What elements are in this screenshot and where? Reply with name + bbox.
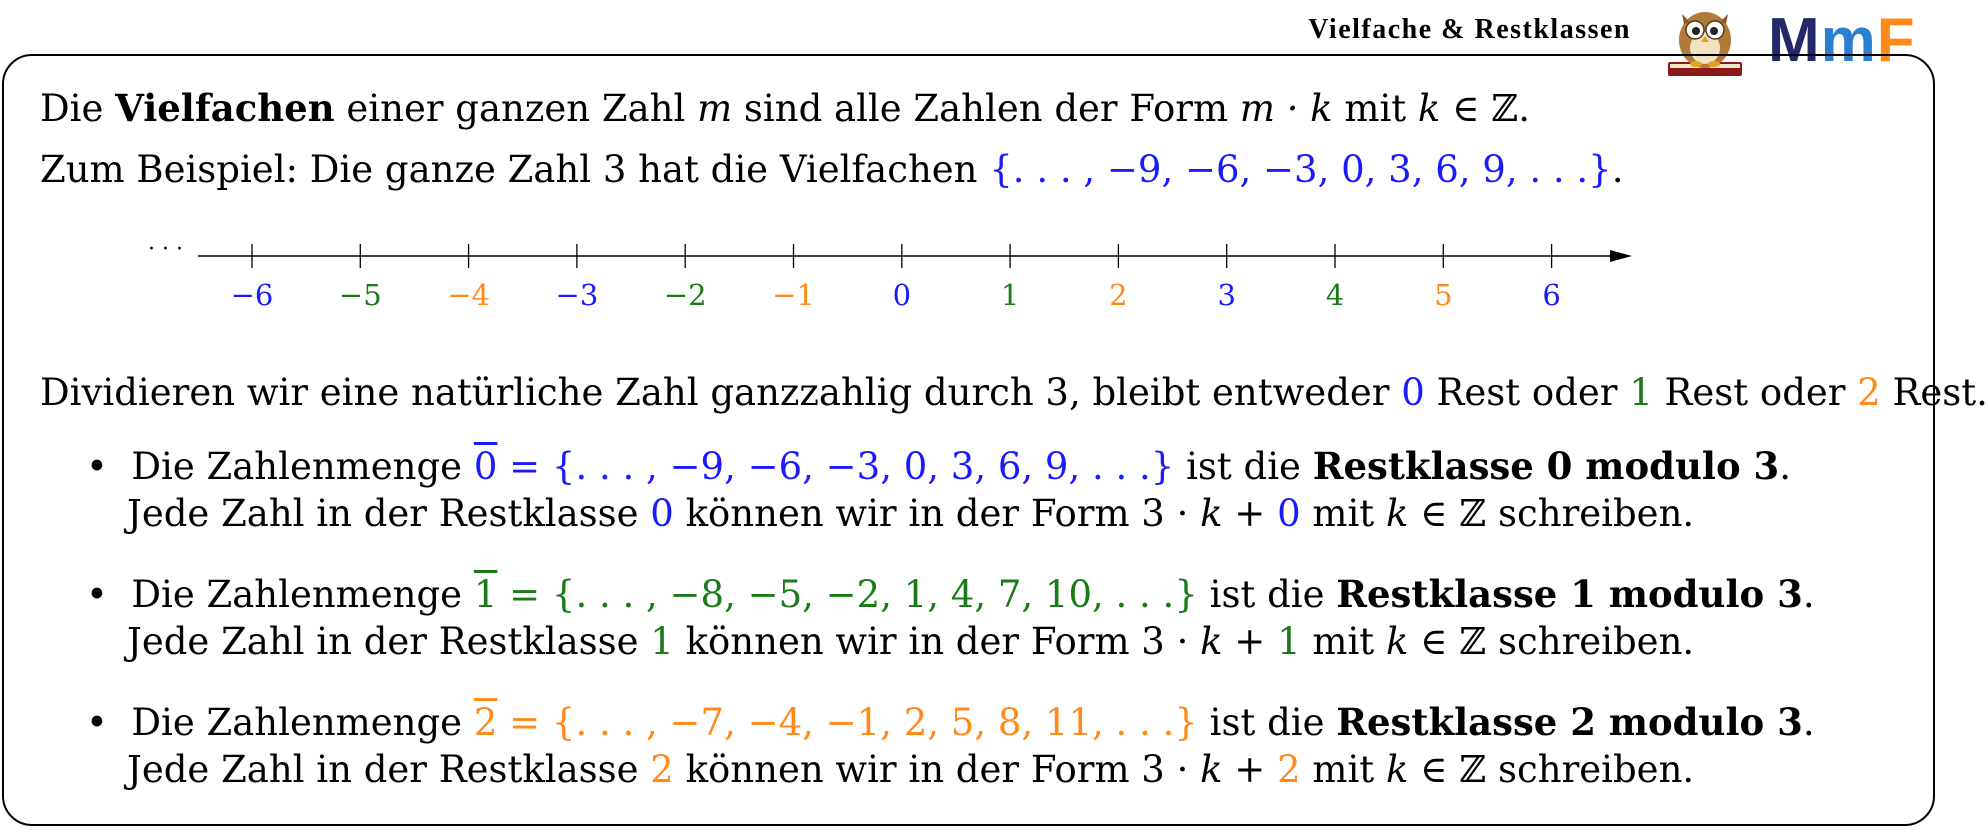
bullet-marker: • (86, 701, 108, 744)
multiples-set: {. . . , −9, −6, −3, 0, 3, 6, 9, . . .} (989, 148, 1612, 191)
term-vielfachen: Vielfachen (115, 86, 335, 130)
number-line-tick-label: −6 (230, 278, 274, 312)
number-line-tick-label: 1 (1000, 278, 1020, 312)
number-line-arrow-icon (1610, 250, 1632, 262)
number-line-tick-label: 3 (1217, 278, 1236, 312)
bullet-restklasse-1: • Die Zahlenmenge 1 = {. . . , −8, −5, −2, 1, 4, 7, 10, . . .} ist die Restklasse 1 modulo 3. Jede Zahl in der Restklasse 1 können wir in der Form 3 · k + 1 mit k ∈ ℤ schreiben. (86, 572, 1815, 663)
number-line (140, 232, 1640, 322)
number-line-tick-label: −2 (663, 278, 707, 312)
number-line-tick-label: −1 (772, 278, 815, 312)
intro-line-2: Zum Beispiel: Die ganze Zahl 3 hat die Vielfachen {. . . , −9, −6, −3, 0, 3, 6, 9, . . .}. (40, 148, 1624, 191)
number-line-tick-label: −5 (338, 278, 382, 312)
mmf-logo: MmF (1768, 6, 1916, 75)
number-line-tick-label: 4 (1325, 278, 1345, 312)
intro-line-1: Die Vielfachen einer ganzen Zahl m sind alle Zahlen der Form m · k mit k ∈ ℤ. (40, 86, 1531, 130)
bullet-restklasse-0: • Die Zahlenmenge 0 = {. . . , −9, −6, −3, 0, 3, 6, 9, . . .} ist die Restklasse 0 modulo 3. Jede Zahl in der Restklasse 0 können wir in der Form 3 · k + 0 mit k ∈ ℤ schreiben. (86, 444, 1792, 535)
bullet-restklasse-2: • Die Zahlenmenge 2 = {. . . , −7, −4, −1, 2, 5, 8, 11, . . .} ist die Restklasse 2 modulo 3. Jede Zahl in der Restklasse 2 können wir in der Form 3 · k + 2 mit k ∈ ℤ schreiben. (86, 700, 1815, 791)
number-line-tick-label: 6 (1542, 278, 1561, 312)
bullet-marker: • (86, 573, 108, 616)
number-line-tick-label: 0 (892, 278, 912, 312)
bullet-marker: • (86, 445, 108, 488)
number-line-dots: · · · (148, 237, 183, 262)
number-line-tick-label: 2 (1109, 278, 1128, 312)
number-line-tick-label: 5 (1434, 278, 1453, 312)
page-title: Vielfache & Restklassen (1308, 14, 1631, 45)
division-sentence: Dividieren wir eine natürliche Zahl ganzzahlig durch 3, bleibt entweder 0 Rest oder 1 Rest oder 2 Rest. (40, 371, 1988, 414)
number-line-tick-label: −3 (555, 278, 599, 312)
number-line-tick-label: −4 (447, 278, 490, 312)
